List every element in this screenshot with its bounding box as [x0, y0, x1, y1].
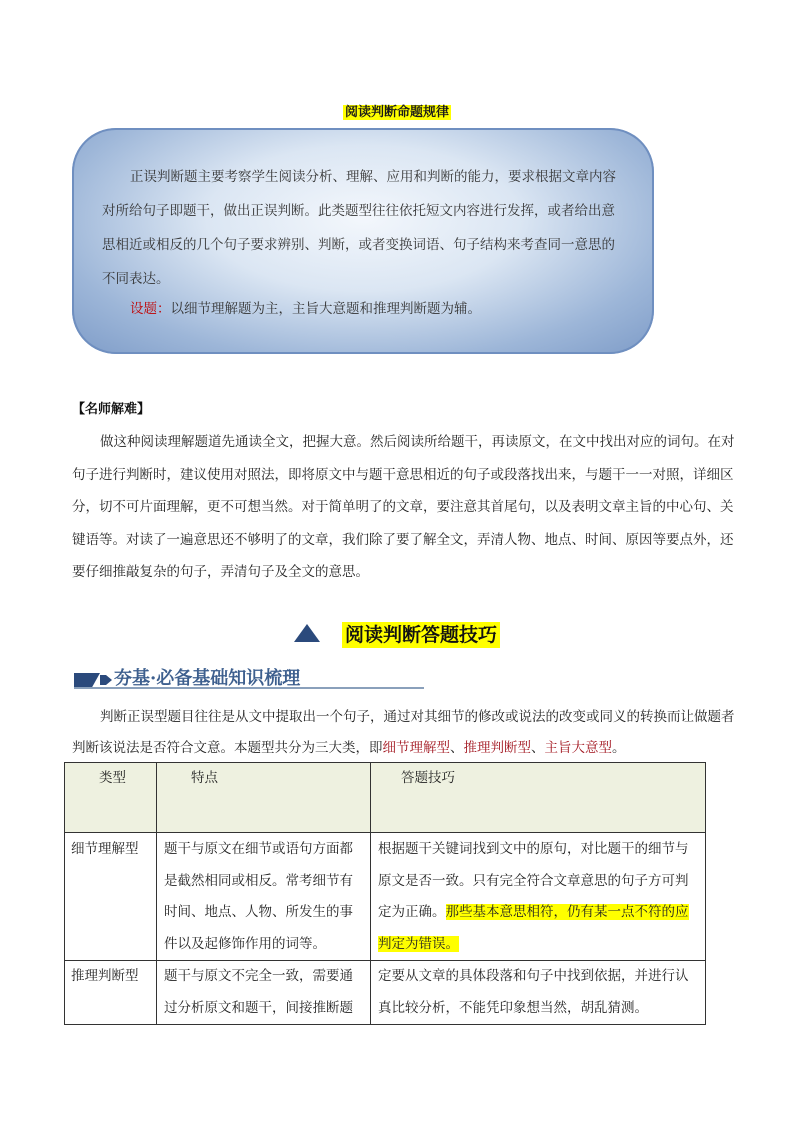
summary-note	[130, 292, 630, 326]
page-title	[0, 101, 794, 120]
tip-plain: 定要从文章的具体段落和句子中找到依据，并进行认真比较分析，不能凭印象想当然，胡乱猜测。	[378, 968, 689, 1016]
section-title-text: 阅读判断答题技巧	[342, 622, 500, 648]
header-tip: 答题技巧	[371, 763, 706, 833]
tip-highlight: 那些基本意思相符，仍有某一点不符的应判定为错误。	[378, 904, 689, 952]
period: 。	[612, 740, 626, 756]
banner-chevron-icon	[100, 675, 112, 685]
header-feature: 特点	[157, 763, 371, 833]
tip-plain: 根据题干关键词找到文中的原句，对比题干的细节与原文是否一致。只有完全符合文章意思的句子方可判定为正确。	[378, 841, 689, 920]
type-label: 推理判断型	[463, 740, 531, 756]
cell-feature: 题干与原文不完全一致，需要通过分析原文和题干，间接推断题	[157, 961, 371, 1025]
cell-tip	[371, 833, 706, 961]
page-title-text: 阅读判断命题规律	[344, 105, 449, 120]
subsection-banner	[74, 664, 424, 691]
type-label: 主旨大意型	[544, 740, 612, 756]
table-row	[65, 961, 706, 1025]
cell-feature: 题干与原文在细节或语句方面都是截然相同或相反。常考细节有时间、地点、人物、所发生的事件以及起修饰作用的词等。	[157, 833, 371, 961]
question-type-table	[64, 762, 706, 1025]
table-header-row	[65, 763, 706, 833]
separator: 、	[450, 740, 464, 756]
intro-paragraph	[72, 702, 742, 764]
triangle-icon	[294, 624, 320, 642]
section-title	[0, 620, 794, 647]
subsection-title: 夯基·必备基础知识梳理	[114, 668, 301, 689]
cell-tip	[371, 961, 706, 1025]
banner-wedge-icon	[74, 673, 100, 687]
note-text: 以细节理解题为主，主旨大意题和推理判断题为辅。	[170, 301, 481, 317]
type-label: 细节理解型	[382, 740, 450, 756]
separator: 、	[531, 740, 545, 756]
cell-type: 推理判断型	[65, 961, 157, 1025]
intro-text: 判断正误型题目往往是从文中提取出一个句子，通过对其细节的修改或说法的改变或同义的转换而让做题者判断该说法是否符合文意。本题型共分为三大类，即	[72, 709, 735, 756]
teacher-heading: 【名师解难】	[72, 402, 151, 417]
header-type: 类型	[65, 763, 157, 833]
teacher-paragraph: 做这种阅读理解题道先通读全文，把握大意。然后阅读所给题干，再读原文，在文中找出对应的词句。在对句子进行判断时，建议使用对照法，即将原文中与题干意思相近的句子或段落找出来，与题干一一对照，详细区分，切不可片面理解，更不可想当然。对于简单明了的文章，要注意其首尾句，以及表明文章主旨的中心句、关键语等。对读了一遍意思还不够明了的文章，我们除了要了解全文，弄清人物、地点、时间、原因等要点外，还要仔细推敲复杂的句子，弄清句子及全文的意思。	[72, 434, 735, 580]
table-row	[65, 833, 706, 961]
note-label: 设题：	[130, 301, 171, 317]
cell-type: 细节理解型	[65, 833, 157, 961]
summary-paragraph: 正误判断题主要考察学生阅读分析、理解、应用和判断的能力，要求根据文章内容对所给句子即题干，做出正误判断。此类题型往往依托短文内容进行发挥，或者给出意思相近或相反的几个句子要求辨别、判断，或者变换词语、句子结构来考查同一意思的不同表达。	[102, 169, 616, 287]
